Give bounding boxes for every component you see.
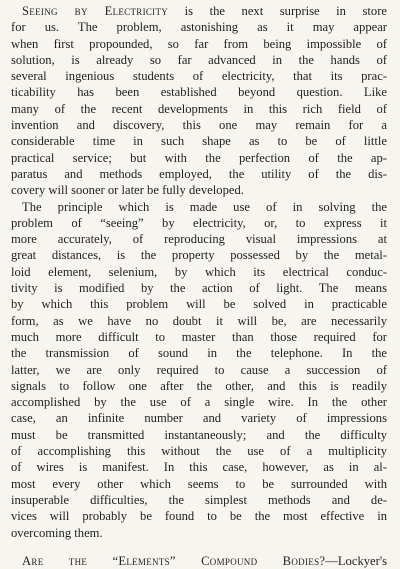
text-line: when first propounded, so far from being impossible of <box>11 36 387 51</box>
text-line: The principle which is made use of in solving the <box>22 199 387 214</box>
text-line: solution, is already so far advanced in the hands of <box>11 52 387 67</box>
text-line: tivity is modified by the action of light. The means <box>11 281 387 296</box>
text-line: paratus and methods employed, the utility of the dis- <box>11 166 387 181</box>
text-line: for us. The problem, astonishing as it may appear <box>11 20 387 35</box>
text-line: latter, we are only required to cause a succession of <box>11 362 387 377</box>
text-line: by which this problem will be solved in practicable <box>11 297 387 312</box>
text-line: Seeing by Electricity is the next surprise in store <box>22 4 387 18</box>
text-line: most every other which seems to be surrounded with <box>11 476 387 491</box>
text-line: vices will probably be found to be the most effective in <box>11 509 387 524</box>
article-seeing-by-electricity <box>11 3 387 199</box>
text-line: covery will sooner or later be fully developed. <box>11 183 244 198</box>
text-line: must be transmitted instantaneously; and the difficulty <box>11 427 387 442</box>
text-line: signals to follow one after the other, and this is readily <box>11 378 387 393</box>
text-line: invention and discovery, this one may remain for a <box>11 118 387 133</box>
text-line: Are the “Elements” Compound Bodies?—Lockyer's <box>22 553 387 568</box>
text-line: insuperable difficulties, the simplest methods and de- <box>11 492 387 507</box>
article-lead-title: Seeing by Electricity <box>22 4 169 18</box>
article-elements-compound-bodies <box>11 553 387 569</box>
text-line: considerable time in such shape as to be of little <box>11 134 387 149</box>
text-line: many of the recent developments in this rich field of <box>11 101 387 116</box>
text-line: great distances, is the property possessed by the metal- <box>11 248 387 263</box>
text-line: of wires is manifest. In this case, however, as in al- <box>11 460 387 475</box>
text-line: of accomplishing this without the use of a multiplicity <box>11 444 387 459</box>
text-line: practical service; but with the perfection of the ap- <box>11 150 387 165</box>
text-line: several ingenious students of electricity, that its prac- <box>11 69 387 84</box>
text-line: overcoming them. <box>11 525 103 540</box>
text-line: form, as we have no doubt it will be, are necessarily <box>11 313 387 328</box>
text-line: problem of “seeing” by electricity, or, to express it <box>11 215 387 230</box>
paragraph-selenium-principle <box>11 199 387 541</box>
text-line: the transmission of sound in the telephone. In the <box>11 346 387 361</box>
text-line: case, an infinite number and variety of impressions <box>11 411 387 426</box>
text-line: more accurately, of reproducing visual impressions at <box>11 232 387 247</box>
article-lead-title: Are the “Elements” Compound Bodies? <box>22 553 326 568</box>
text-line: much more difficult to master than those required for <box>11 329 387 344</box>
text-line: ticability has been established beyond question. Like <box>11 85 387 100</box>
text-line: accomplished by the use of a single wire. In the other <box>11 395 387 410</box>
text-line: loid element, selenium, by which its electrical conduc- <box>11 264 387 279</box>
